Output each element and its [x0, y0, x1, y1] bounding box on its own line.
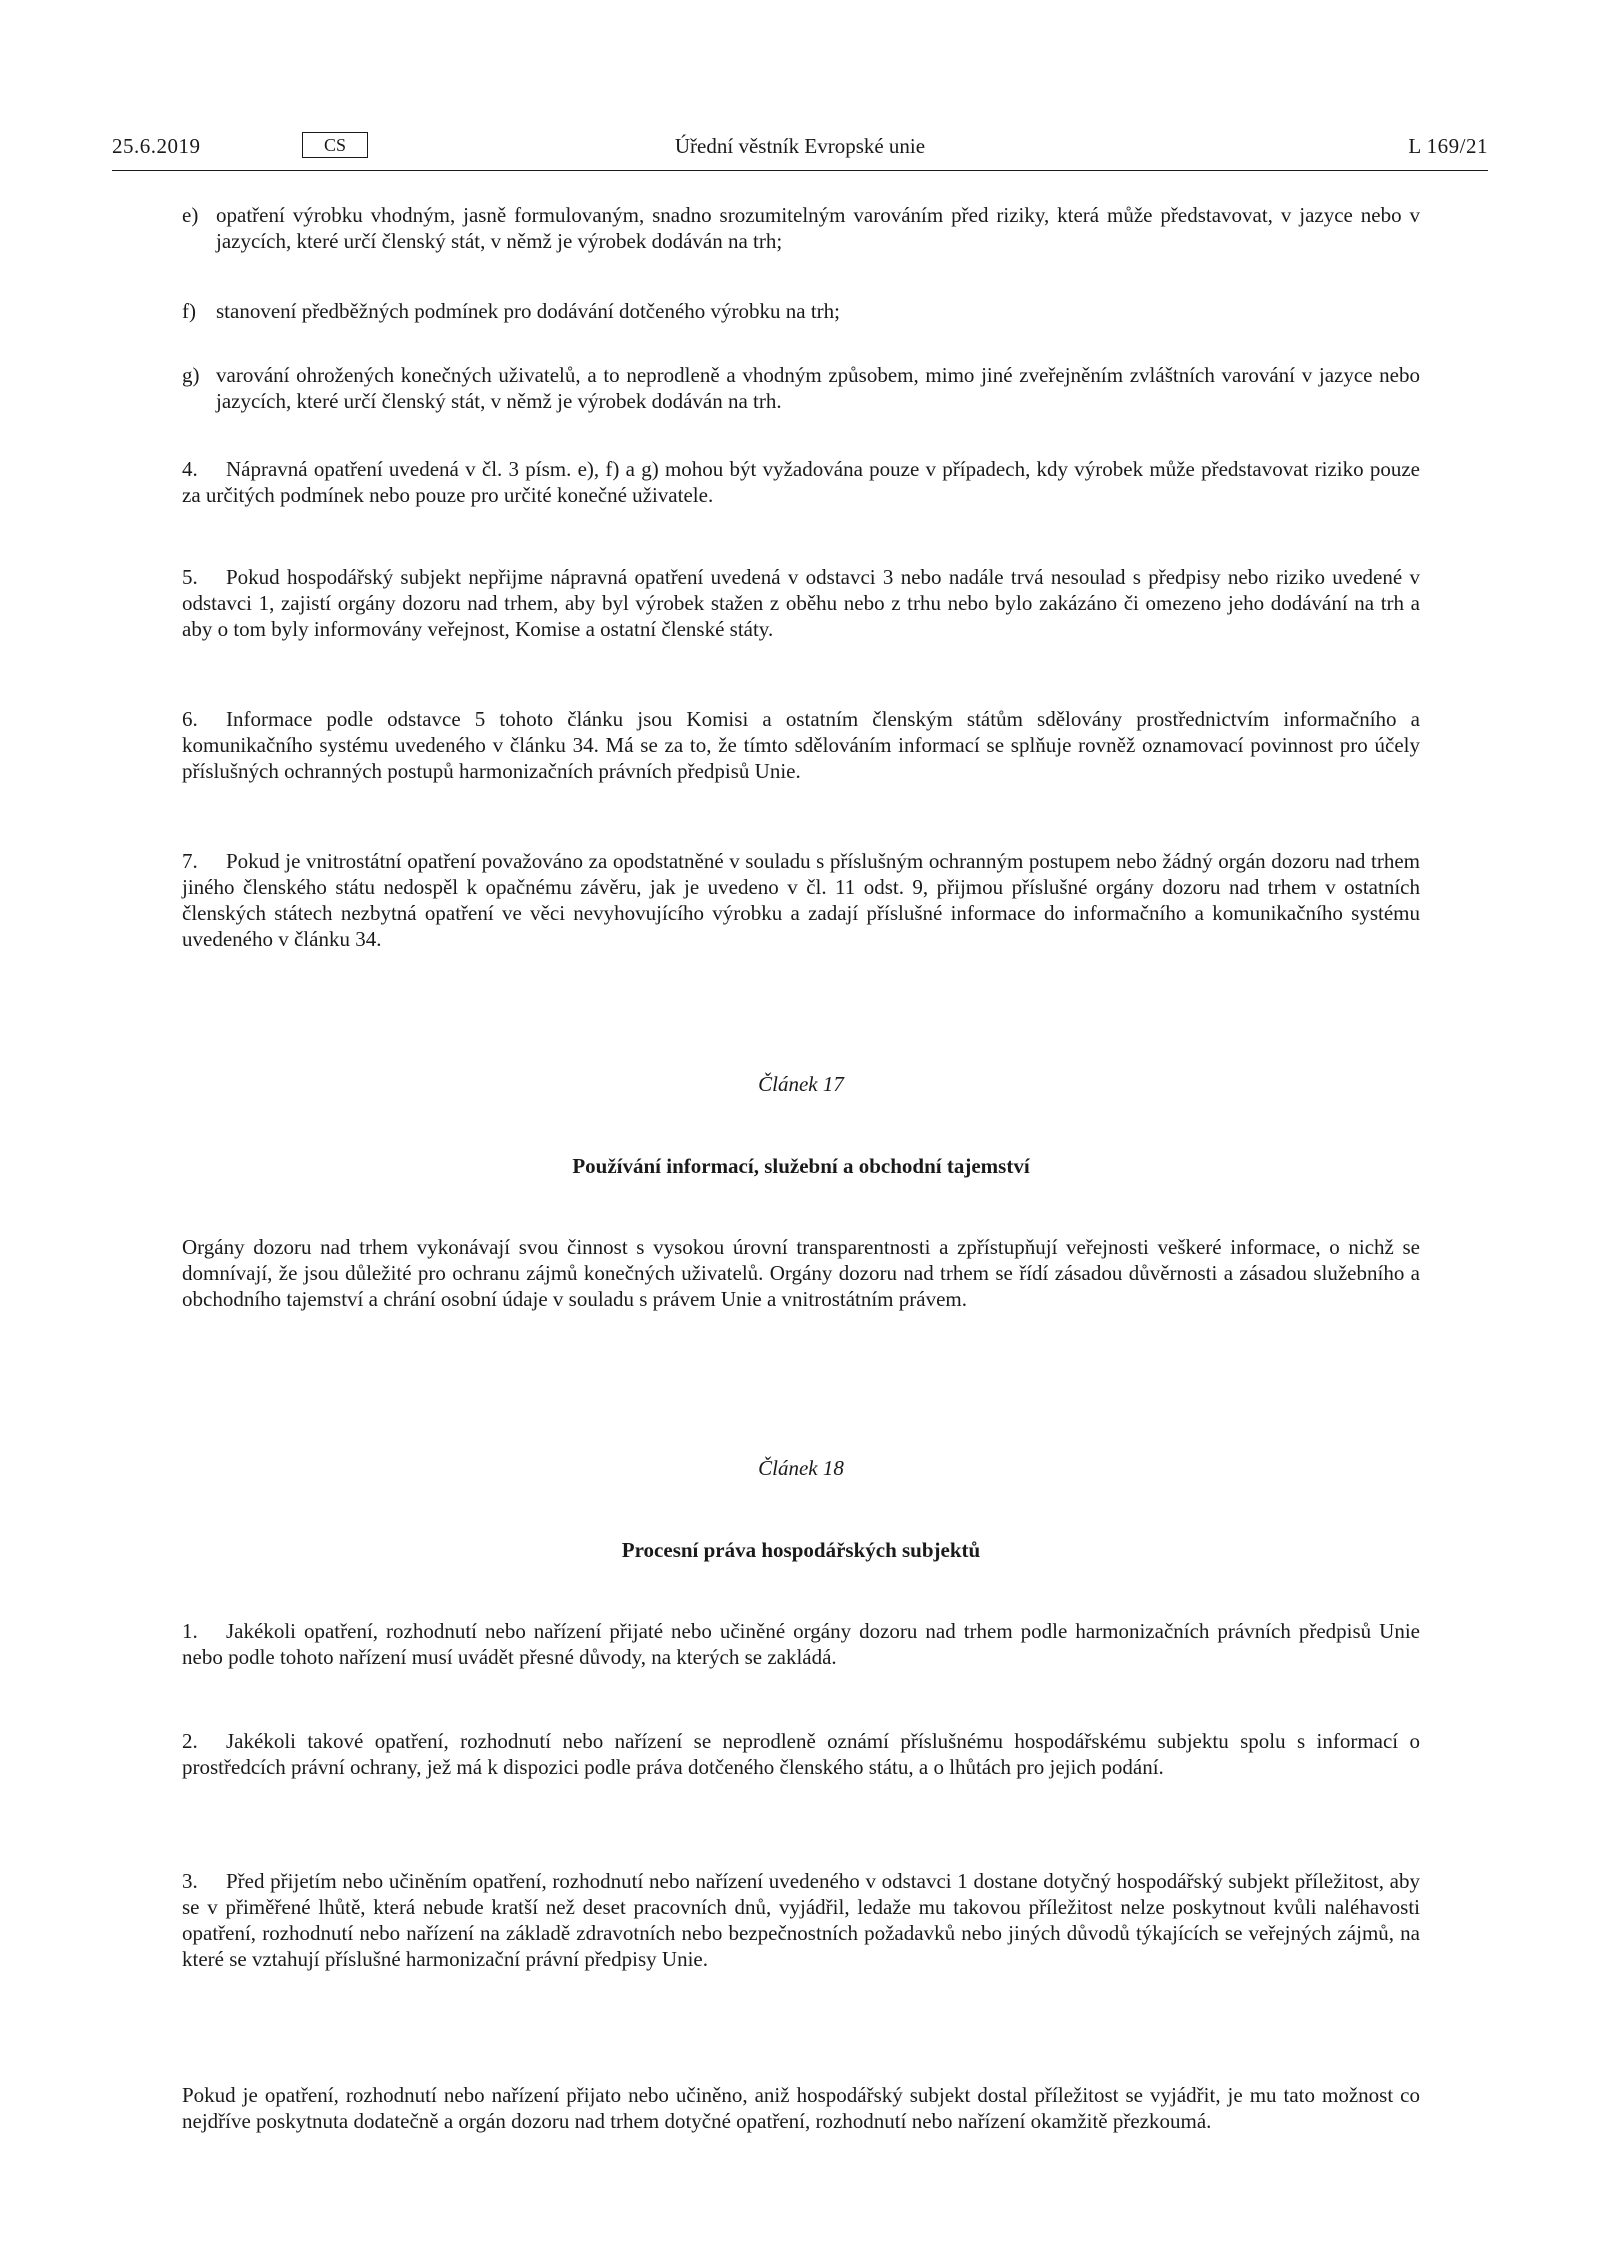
- paragraph: [182, 706, 1420, 784]
- paragraph: [182, 564, 1420, 642]
- paragraph-number: 4.: [182, 457, 198, 481]
- list-item-text: stanovení předběžných podmínek pro dodávání dotčeného výrobku na trh;: [216, 299, 840, 323]
- paragraph-text: Informace podle odstavce 5 tohoto článku jsou Komisi a ostatním členským státům sdělovány prostřednictvím informačního a komunikačního systému uvedeného v článku 34. Má se za to, že tímto sdělováním informací se splňuje rovněž oznamovací povinnost pro účely příslušných ochranných postupů harmonizačních právních předpisů Unie.: [182, 707, 1420, 783]
- paragraph: [182, 1618, 1420, 1670]
- list-item-mark: f): [182, 299, 196, 323]
- list-item-mark: e): [182, 203, 199, 227]
- list-item-mark: g): [182, 363, 200, 387]
- paragraph: [182, 456, 1420, 508]
- page-reference: L 169/21: [1408, 134, 1488, 158]
- paragraph-number: 2.: [182, 1729, 198, 1753]
- paragraph-number: 7.: [182, 849, 198, 873]
- paragraph: [182, 848, 1420, 952]
- paragraph-number: 6.: [182, 707, 198, 731]
- page-header: [112, 128, 1488, 168]
- journal-title: Úřední věstník Evropské unie: [674, 134, 926, 158]
- paragraph-text: Pokud je vnitrostátní opatření považováno za opodstatněné v souladu s příslušným ochranným postupem nebo žádný orgán dozoru nad trhem jiného členského státu nedospěl k opačnému závěru, jak je uvedeno v čl. 11 odst. 9, přijmou příslušné orgány dozoru nad trhem v ostatních členských státech nezbytná opatření ve věci nevyhovujícího výrobku a zadají příslušné informace do informačního a komunikačního systému uvedeného v článku 34.: [182, 849, 1420, 951]
- list-item: [182, 298, 1420, 324]
- list-item: [182, 202, 1420, 254]
- language-code-box: CS: [302, 132, 368, 158]
- paragraph: [182, 1868, 1420, 1972]
- header-rule: [112, 170, 1488, 171]
- paragraph-number: 1.: [182, 1619, 198, 1643]
- article-17-title: Používání informací, služební a obchodní tajemství: [572, 1154, 1030, 1178]
- article-18-title: Procesní práva hospodářských subjektů: [621, 1538, 981, 1562]
- article-18-label: Článek 18: [758, 1456, 844, 1480]
- paragraph-number: 5.: [182, 565, 198, 589]
- list-item: [182, 362, 1420, 414]
- paragraph-text: Jakékoli takové opatření, rozhodnutí nebo nařízení se neprodleně oznámí příslušnému hospodářskému subjektu spolu s informací o prostředcích právní ochrany, jež má k dispozici podle práva dotčeného členského státu, a o lhůtách pro jejich podání.: [182, 1729, 1420, 1779]
- paragraph-text: Před přijetím nebo učiněním opatření, rozhodnutí nebo nařízení uvedeného v odstavci 1 dostane dotyčný hospodářský subjekt příležitost, aby se v přiměřené lhůtě, která nebude kratší než deset pracovních dnů, vyjádřil, ledaže mu takovou příležitost nelze poskytnout kvůli naléhavosti opatření, rozhodnutí nebo nařízení na základě zdravotních nebo bezpečnostních požadavků nebo jiných důvodů týkajících se veřejných zájmů, na které se vztahují příslušné harmonizační právní předpisy Unie.: [182, 1869, 1420, 1971]
- paragraph: [182, 1728, 1420, 1780]
- article-17-paragraph: Orgány dozoru nad trhem vykonávají svou činnost s vysokou úrovní transparentnosti a zpřístupňují veřejnosti veškeré informace, o nichž se domnívají, že jsou důležité pro ochranu zájmů konečných uživatelů. Orgány dozoru nad trhem se řídí zásadou důvěrnosti a zásadou služebního a obchodního tajemství a chrání osobní údaje v souladu s právem Unie a vnitrostátním právem.: [182, 1235, 1420, 1311]
- paragraph-text: Pokud hospodářský subjekt nepřijme nápravná opatření uvedená v odstavci 3 nebo nadále trvá nesoulad s předpisy nebo riziko uvedené v odstavci 1, zajistí orgány dozoru nad trhem, aby byl výrobek stažen z oběhu nebo z trhu nebo bylo zakázáno či omezeno jeho dodávání na trh a aby o tom byly informovány veřejnost, Komise a ostatní členské státy.: [182, 565, 1420, 641]
- article-17-label: Článek 17: [758, 1072, 844, 1096]
- closing-paragraph: Pokud je opatření, rozhodnutí nebo nařízení přijato nebo učiněno, aniž hospodářský subjekt dostal příležitost se vyjádřit, je mu tato možnost co nejdříve poskytnuta dodatečně a orgán dozoru nad trhem dotyčné opatření, rozhodnutí nebo nařízení okamžitě přezkoumá.: [182, 2083, 1420, 2133]
- paragraph-text: Nápravná opatření uvedená v čl. 3 písm. e), f) a g) mohou být vyžadována pouze v případech, kdy výrobek může představovat riziko pouze za určitých podmínek nebo pouze pro určité konečné uživatele.: [182, 457, 1420, 507]
- list-item-text: varování ohrožených konečných uživatelů, a to neprodleně a vhodným způsobem, mimo jiné zveřejněním zvláštních varování v jazyce nebo jazycích, které určí členský stát, v němž je výrobek dodáván na trh.: [216, 363, 1420, 413]
- paragraph-number: 3.: [182, 1869, 198, 1893]
- list-item-text: opatření výrobku vhodným, jasně formulovaným, snadno srozumitelným varováním před riziky, která může představovat, v jazyce nebo v jazycích, které určí členský stát, v němž je výrobek dodáván na trh;: [216, 203, 1420, 253]
- publication-date: 25.6.2019: [112, 134, 201, 158]
- paragraph-text: Jakékoli opatření, rozhodnutí nebo nařízení přijaté nebo učiněné orgány dozoru nad trhem podle harmonizačních právních předpisů Unie nebo podle tohoto nařízení musí uvádět přesné důvody, na kterých se zakládá.: [182, 1619, 1420, 1669]
